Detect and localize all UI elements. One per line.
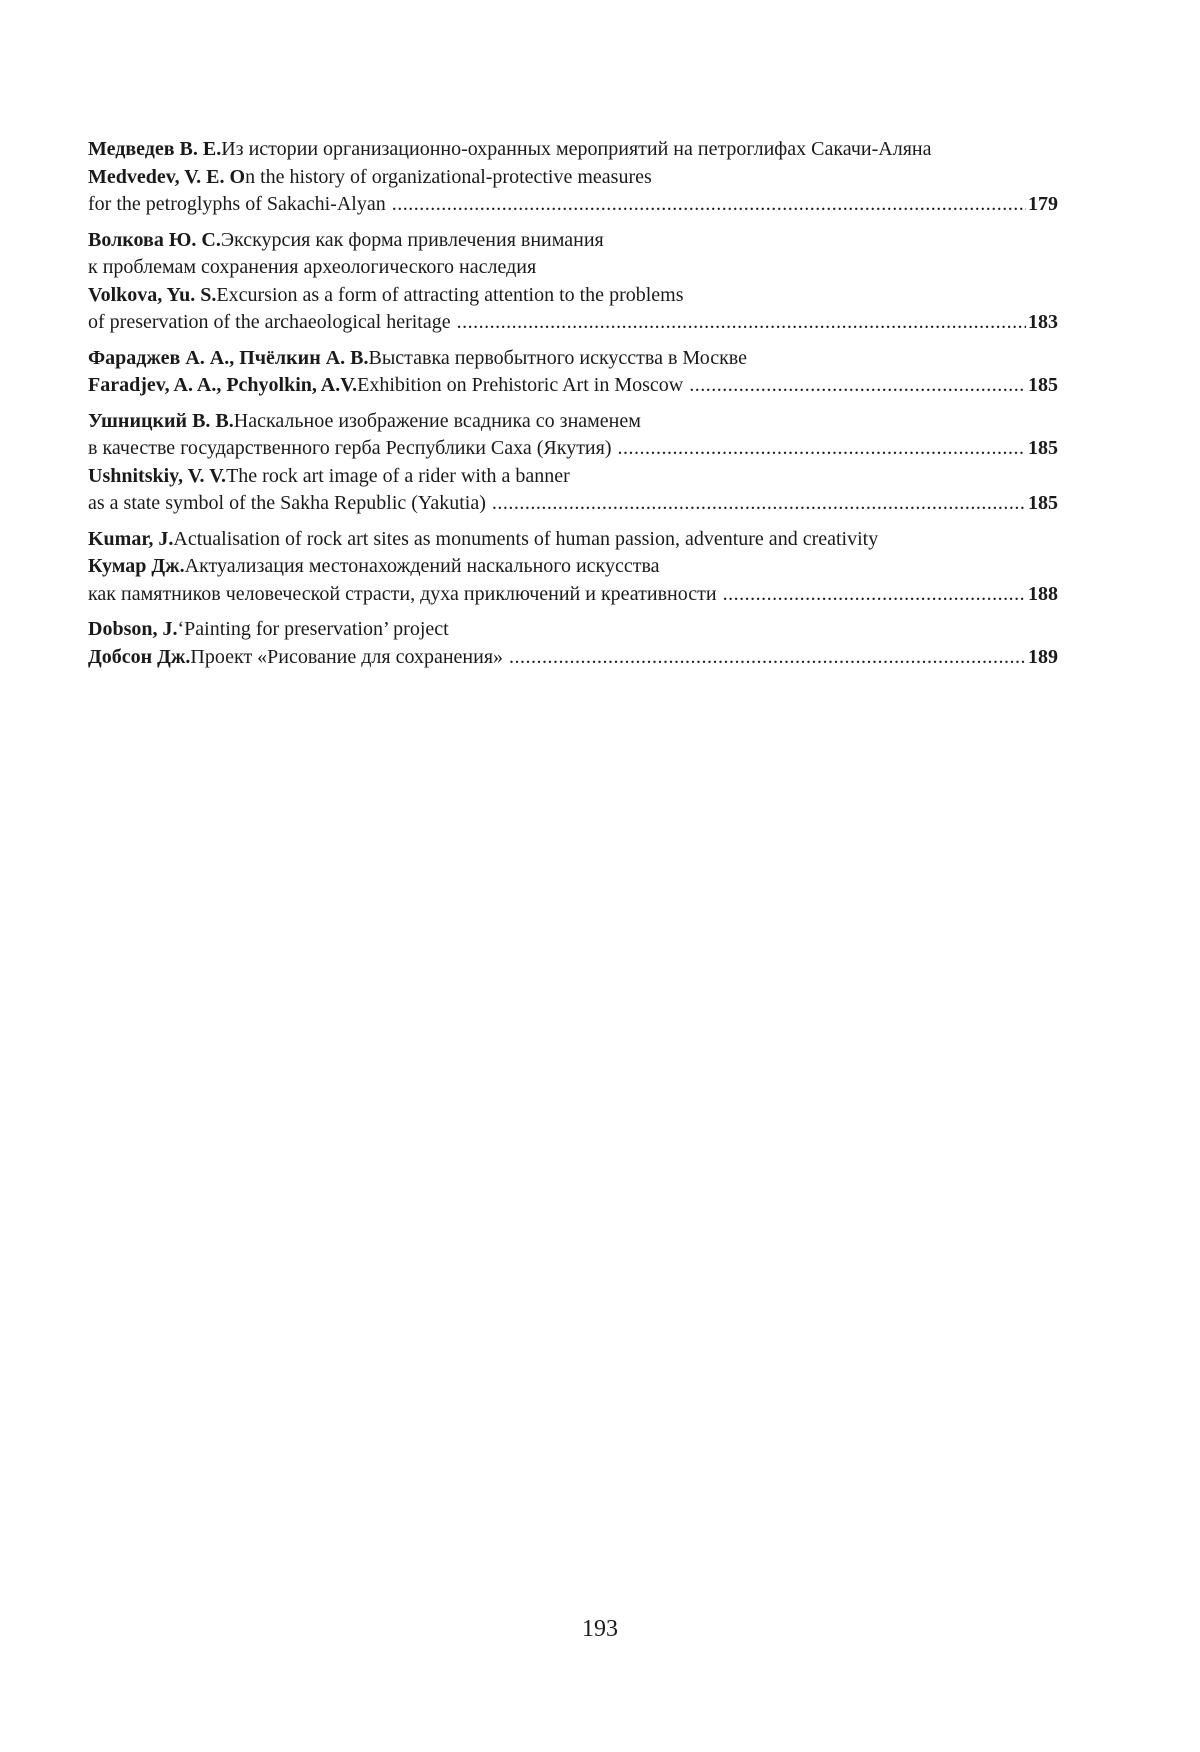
entry-title: как памятников человеческой страсти, духа приключений и креативности: [88, 582, 717, 605]
dot-leader: [392, 191, 1026, 219]
entry-title: The rock art image of a rider with a banner: [226, 464, 570, 487]
toc-entry-faradjev: [88, 345, 1058, 400]
entry-title: Exhibition on Prehistoric Art in Moscow: [357, 374, 684, 396]
author-name: Kumar, J.: [88, 527, 174, 550]
entry-title: ‘Painting for preservation’ project: [177, 618, 449, 640]
dot-leader: [618, 435, 1027, 463]
toc-line: [88, 408, 1058, 436]
entry-title: as a state symbol of the Sakha Republic (Yakutia): [88, 492, 486, 514]
toc-line: [88, 581, 1058, 609]
page-number: 183: [1028, 311, 1058, 333]
entry-title: Excursion as a form of attracting attention to the problems: [216, 283, 684, 306]
entry-title: Из истории организационно-охранных мероприятий на петроглифах Сакачи-Аляна: [221, 138, 932, 160]
page-number: 185: [1028, 374, 1058, 396]
author-name: Фараджев А. А., Пчёлкин А. В.: [88, 346, 369, 369]
author-name: Faradjev, A. A., Pchyolkin, A.V.: [88, 374, 358, 396]
entry-title: for the petroglyphs of Sakachi-Alyan: [88, 193, 386, 215]
page-number: 179: [1028, 193, 1058, 215]
dot-leader: [723, 581, 1026, 609]
toc-line: [88, 345, 1058, 373]
entry-title: n the history of organizational-protective measures: [245, 165, 652, 188]
toc-entry-dobson: [88, 616, 1058, 671]
folio-page-number: 193: [582, 1616, 618, 1642]
toc-line: [88, 372, 1058, 400]
toc-entry-ushnitskiy: [88, 408, 1058, 518]
toc-line: [88, 164, 1058, 192]
page-number: 185: [1028, 437, 1058, 459]
toc-entry-volkova: [88, 227, 1058, 337]
toc-line: [88, 616, 1058, 644]
entry-title: в качестве государственного герба Республики Саха (Якутия): [88, 437, 612, 459]
toc-line: [88, 644, 1058, 672]
page-number: 189: [1028, 645, 1058, 668]
author-name: Medvedev, V. E. O: [88, 165, 246, 188]
toc-line: [88, 435, 1058, 463]
toc-line: [88, 526, 1058, 554]
dot-leader: [492, 490, 1026, 518]
entry-title: of preservation of the archaeological heritage: [88, 311, 451, 333]
entry-title: Проект «Рисование для сохранения»: [190, 645, 504, 668]
entry-title: Actualisation of rock art sites as monuments of human passion, adventure and creativity: [173, 527, 879, 550]
toc-line: [88, 463, 1058, 491]
toc-line: [88, 282, 1058, 310]
author-name: Dobson, J.: [88, 618, 178, 640]
entry-title: Выставка первобытного искусства в Москве: [368, 346, 748, 369]
author-name: Волкова Ю. С.: [88, 228, 221, 251]
author-name: Медведев В. Е.: [88, 138, 222, 160]
page-number: 185: [1028, 492, 1058, 514]
author-name: Ушницкий В. В.: [88, 409, 234, 432]
author-name: Ushnitskiy, V. V.: [88, 464, 227, 487]
toc-line: [88, 490, 1058, 518]
page-number: 188: [1028, 582, 1058, 605]
toc-entry-medvedev: [88, 136, 1058, 219]
entry-title: Наскальное изображение всадника со знаменем: [233, 409, 641, 432]
toc-line: [88, 136, 1058, 164]
entry-title: к проблемам сохранения археологического наследия: [88, 256, 537, 278]
dot-leader: [689, 372, 1026, 400]
table-of-contents: [88, 136, 1058, 679]
toc-line: [88, 227, 1058, 255]
dot-leader: [509, 644, 1026, 672]
toc-line: [88, 309, 1058, 337]
toc-line: [88, 191, 1058, 219]
author-name: Volkova, Yu. S.: [88, 283, 217, 306]
dot-leader: [457, 309, 1026, 337]
author-name: Добсон Дж.: [88, 645, 191, 668]
toc-entry-kumar: [88, 526, 1058, 609]
entry-title: Актуализация местонахождений наскального искусства: [184, 555, 660, 577]
entry-title: Экскурсия как форма привлечения внимания: [220, 228, 604, 251]
toc-line: [88, 254, 1058, 282]
toc-line: [88, 553, 1058, 581]
author-name: Кумар Дж.: [88, 555, 185, 577]
